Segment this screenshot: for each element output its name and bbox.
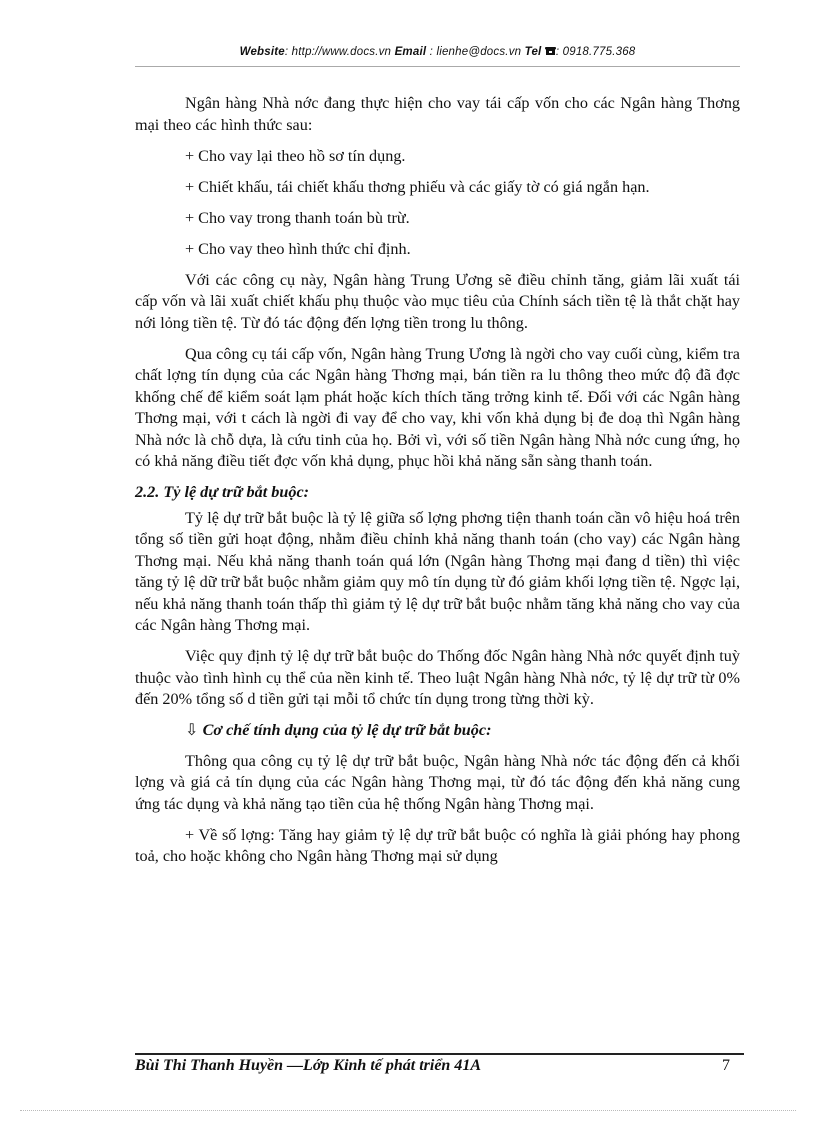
- website-value: : http://www.docs.vn: [284, 46, 392, 58]
- subsection-heading: [185, 720, 740, 742]
- footer-divider: [135, 1053, 744, 1055]
- subsection-title: Cơ chế tính dụng của tỷ lệ dự trữ bắt buộc:: [202, 721, 492, 739]
- website-label: Website: [239, 46, 285, 58]
- section-heading: 2.2. Tỷ lệ dự trữ bắt buộc:: [135, 483, 310, 501]
- footer-author: Bùi Thi Thanh Huyền —Lớp Kinh tế phát triển 41A: [135, 1057, 481, 1074]
- email-label: Email: [394, 46, 427, 58]
- page-header: [135, 46, 740, 58]
- bullet-item: + Cho vay theo hình thức chỉ định.: [185, 239, 411, 258]
- bullet-item: + Cho vay lại theo hồ sơ tín dụng.: [185, 146, 406, 165]
- page-number: 7: [722, 1057, 730, 1074]
- bullet-item: + Cho vay trong thanh toán bù trừ.: [185, 208, 410, 227]
- document-body: [135, 93, 740, 877]
- tel-label: Tel: [524, 46, 542, 58]
- paragraph: Việc quy định tỷ lệ dự trữ bắt buộc do Thống đốc Ngân hàng Nhà nớc quyết định tuỳ thuộc vào tình hình cụ thể của nền kinh tế. Theo luật Ngân hàng Nhà nớc, tỷ lệ dự trữ từ 0% đến 20% tổng số d tiền gửi tại mỗi tổ chức tín dụng trong từng thời kỳ.: [135, 647, 740, 708]
- paragraph: Qua công cụ tái cấp vốn, Ngân hàng Trung Ương là ngời cho vay cuối cùng, kiểm tra chất lợng tín dụng của các Ngân hàng Thơng mại, bán tiền ra lu thông theo mức độ đã đợc khống chế để kiểm soát lạm phát hoặc kích thích tăng trởng kinh tế. Đối với các Ngân hàng Thơng mại, với t cách là ngời đi vay để cho vay, khi vốn khả dụng bị đe doạ thì Ngân hàng Nhà nớc là chỗ dựa, là cứu tinh của họ. Bởi vì, với số tiền Ngân hàng Nhà nớc cung ứng, họ có khả năng điều tiết đợc vốn khả dụng, phục hồi khả năng sẵn sàng thanh toán.: [135, 344, 740, 470]
- page-edge-divider: [20, 1110, 796, 1111]
- email-value: : lienhe@docs.vn: [429, 46, 522, 58]
- paragraph: Với các công cụ này, Ngân hàng Trung Ương sẽ điều chỉnh tăng, giảm lãi xuất tái cấp vốn và lãi xuất chiết khấu phụ thuộc vào mục tiêu của Chính sách tiền tệ là thắt chặt hay nới lỏng tiền tệ. Từ đó tác động đến lợng tiền trong lu thông.: [135, 270, 740, 332]
- paragraph: Thông qua công cụ tỷ lệ dự trữ bắt buộc, Ngân hàng Nhà nớc tác động đến cả khối lợng và giá cả tín dụng của các Ngân hàng Thơng mại, từ đó tác động đến khả năng cung ứng tác dụng và khả năng tạo tiền của hệ thống Ngân hàng Thơng mại.: [135, 751, 740, 813]
- paragraph: Ngân hàng Nhà nớc đang thực hiện cho vay tái cấp vốn cho các Ngân hàng Thơng mại theo các hình thức sau:: [135, 94, 740, 134]
- tel-value: : 0918.775.368: [555, 46, 636, 58]
- paragraph: + Về số lợng: Tăng hay giảm tỷ lệ dự trữ bắt buộc có nghĩa là giải phóng hay phong toả, cho hoặc không cho Ngân hàng Thơng mại sử dụng: [135, 825, 740, 865]
- down-arrow-icon: ⇩: [185, 721, 199, 739]
- phone-icon: [545, 46, 556, 56]
- header-divider: [135, 66, 740, 67]
- bullet-item: + Chiết khấu, tái chiết khấu thơng phiếu và các giấy tờ có giá ngắn hạn.: [185, 177, 650, 196]
- paragraph: Tỷ lệ dự trữ bắt buộc là tỷ lệ giữa số lợng phơng tiện thanh toán cần vô hiệu hoá trên tổng số tiền gửi hoạt động, nhằm điều chỉnh khả năng thanh toán (cho vay) các Ngân hàng Thơng mại. Nếu khả năng thanh toán quá lớn (Ngân hàng Thơng mại đang d tiền) thì việc tăng tỷ lệ dữ trữ bắt buộc nhằm giảm quy mô tín dụng từ đó giảm khối lợng tiền tệ. Ngợc lại, nếu khả năng thanh toán thấp thì giảm tỷ lệ dự trữ bắt buộc nhằm tăng khả năng cho vay của các Ngân hàng Thơng mại.: [135, 508, 740, 634]
